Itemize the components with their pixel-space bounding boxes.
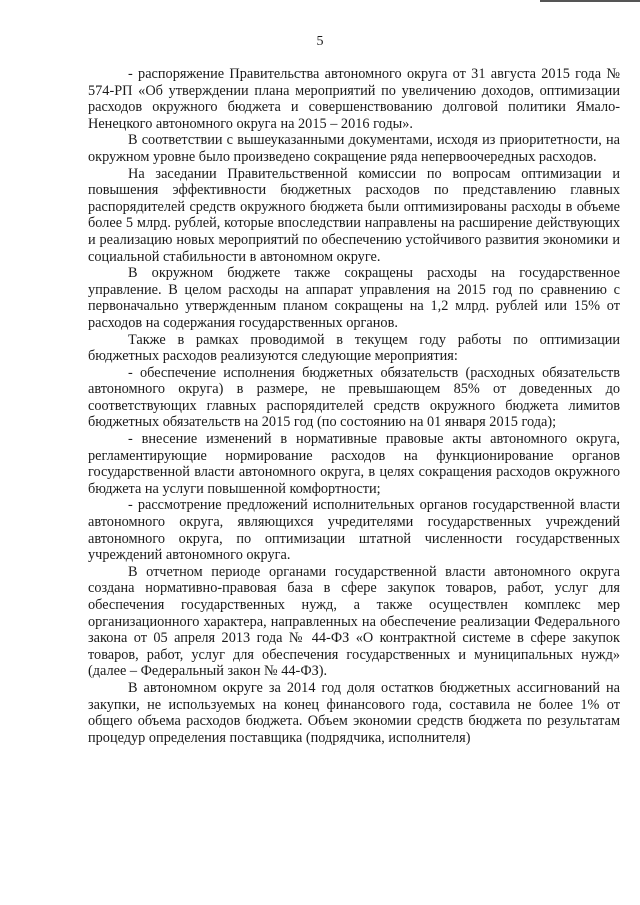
list-item-staff-optimization: - рассмотрение предложений исполнительных органов государственной власти автономного округа, являющихся учредителями государственных учреждений автономного округа, по оптимизации штатной численности государственных учреждений автономного округа.	[88, 497, 620, 564]
paragraph-procurement-base: В отчетном периоде органами государственной власти автономного округа создана нормативно-правовая база в сфере закупок товаров, работ, услуг для обеспечения государственных нужд, а также осуществлен комплекс мер организационного характера, направленных на обеспечение реализации Федерального закона от 05 апреля 2013 года № 44-ФЗ «О контрактной системе в сфере закупок товаров, работ, услуг для обеспечения государственных и муниципальных нужд» (далее – Федеральный закон № 44-ФЗ).	[88, 563, 620, 680]
paragraph-decree-item: - распоряжение Правительства автономного округа от 31 августа 2015 года № 574-РП «Об утверждении плана мероприятий по увеличению доходов, оптимизации расходов окружного бюджета и совершенствованию долговой политики Ямало-Ненецкого автономного округа на 2015 – 2016 годы».	[88, 66, 620, 132]
paragraph-commission-optimization: На заседании Правительственной комиссии по вопросам оптимизации и повышения эффективности бюджетных расходов по представлению главных распорядителей средств окружного бюджета были оптимизированы расходы в объеме более 5 млрд. рублей, которые впоследствии направлены на расширение действующих и реализацию новых мероприятий по обеспечению устойчивого развития экономики и социальной стабильности в автономном округе.	[88, 165, 620, 265]
page-number: 5	[316, 34, 324, 49]
paragraph-measures-intro: Также в рамках проводимой в текущем году работы по оптимизации бюджетных расходов реализуются следующие мероприятия:	[88, 331, 620, 365]
list-item-obligations: - обеспечение исполнения бюджетных обязательств (расходных обязательств автономного округа) в размере, не превышающем 85% от доведенных до соответствующих главных распорядителей средств окружного бюджета лимитов бюджетных обязательств на 2015 год (по состоянию на 01 января 2015 года);	[88, 364, 620, 431]
paragraph-management-costs: В окружном бюджете также сокращены расходы на государственное управление. В целом расходы на аппарат управления на 2015 год по сравнению с первоначально утвержденным планом сокращены на 1,2 млрд. рублей или 15% от расходов на содержания государственных органов.	[88, 265, 620, 331]
paragraph-priority-reduction: В соответствии с вышеуказанными документами, исходя из приоритетности, на окружном уровне было произведено сокращение ряда непервоочередных расходов.	[88, 132, 620, 165]
list-item-legal-acts: - внесение изменений в нормативные правовые акты автономного округа, регламентирующие нормирование расходов на функционирование органов государственной власти автономного округа, в целях сокращения расходов окружного бюджета на услуги повышенной комфортности;	[88, 431, 620, 497]
paragraph-budget-remainders: В автономном округе за 2014 год доля остатков бюджетных ассигнований на закупки, не используемых на конец финансового года, составила не более 1% от общего объема расходов бюджета. Объем экономии средств бюджета по результатам процедур определения поставщика (подрядчика, исполнителя)	[88, 679, 620, 746]
scan-edge-mark	[540, 0, 640, 2]
document-body	[88, 66, 620, 746]
